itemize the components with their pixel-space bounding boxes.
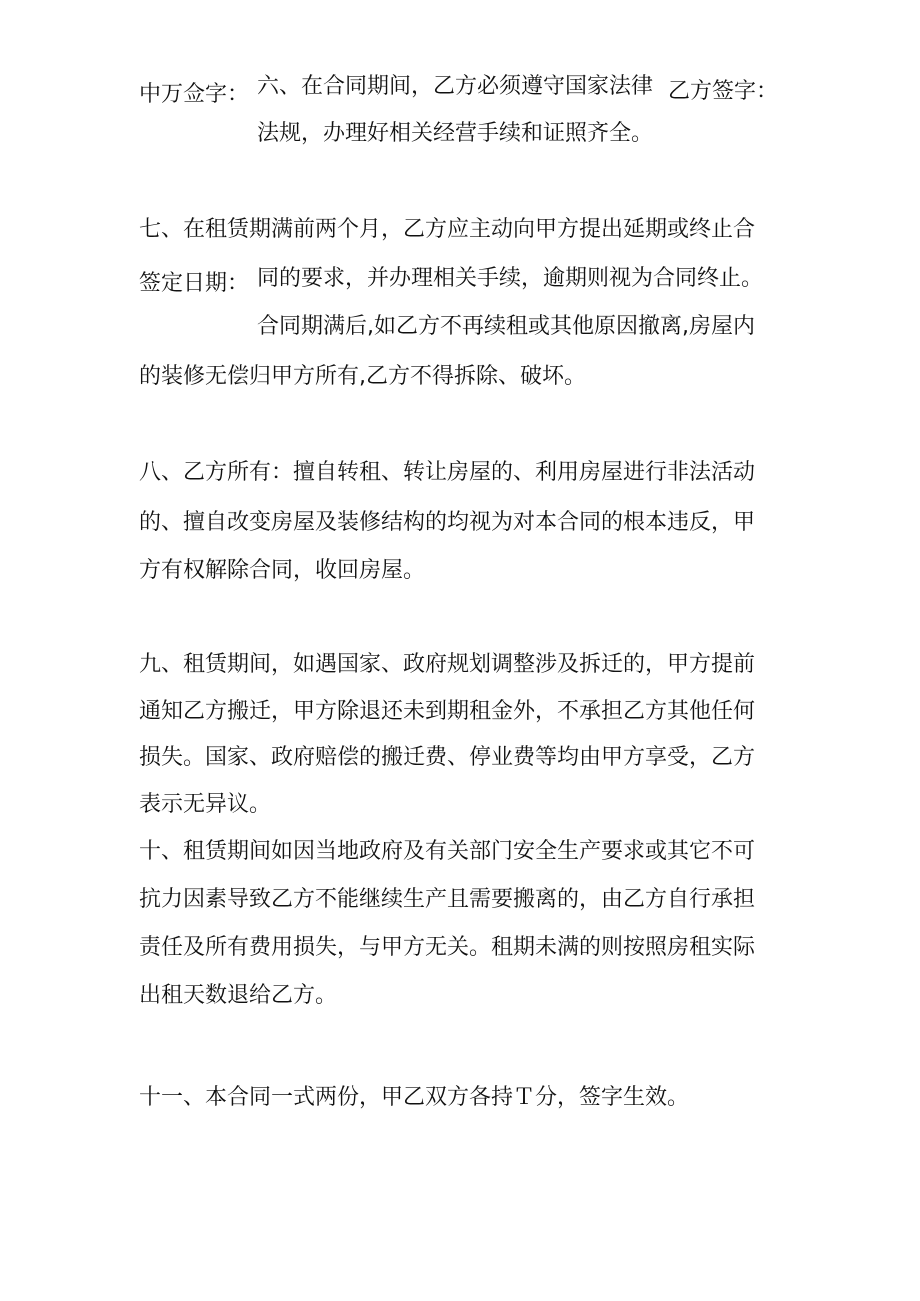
clause-8-line-2: 的、擅自改变房屋及装修结构的均视为对本合同的根本违反，甲 [139,510,756,535]
clause-7-line-4: 的装修无偿归甲方所有,乙方不得拆除、破坏。 [139,364,586,389]
clause-9-line-4: 表示无异议。 [139,792,272,817]
clause-6-line-1: 六、在合同期间，乙方必须遵守国家法律 [257,74,654,99]
clause-6-line-2: 法规，办理好相关经营手续和证照齐全。 [257,121,654,146]
clause-8-line-3: 方有权解除合同，收回房屋。 [139,558,426,583]
clause-10-line-2: 抗力因素导致乙方不能继续生产且需要搬离的，由乙方自行承担 [139,887,756,912]
clause-9-line-2: 通知乙方搬迁，甲方除退还未到期租金外，不承担乙方其他任何 [139,699,756,724]
party-a-signature-label: 中万佥字： [139,82,250,107]
clause-10-line-1: 十、租赁期间如因当地政府及有关部门安全生产要求或其它不可 [139,839,756,864]
clause-7-line-3: 合同期满后,如乙方不再续租或其他原因撤离,房屋内 [257,314,755,339]
clause-7-line-2: 同的要求，并办理相关手续，逾期则视为合同终止。 [257,266,764,291]
clause-7-line-1: 七、在租赁期满前两个月，乙方应主动向甲方提出延期或终止合 [139,217,756,242]
clause-9-line-1: 九、租赁期间，如遇国家、政府规划调整涉及拆迁的，甲方提前 [139,652,756,677]
party-b-signature-label: 乙方签字： [668,79,779,104]
clause-10-line-4: 出租天数退给乙方。 [139,983,338,1008]
clause-11-line-1: 十一、本合同一式两份，甲乙双方各持Ｔ分，签字生效。 [139,1085,690,1110]
clause-9-line-3: 损失。国家、政府赔偿的搬迁费、停业费等均由甲方享受，乙方 [139,745,756,770]
clause-8-line-1: 八、乙方所有：擅自转租、转让房屋的、利用房屋进行非法活动 [139,460,756,485]
sign-date-label: 签定日期： [139,271,250,296]
clause-10-line-3: 责任及所有费用损失，与甲方无关。租期未满的则按照房租实际 [139,935,756,960]
